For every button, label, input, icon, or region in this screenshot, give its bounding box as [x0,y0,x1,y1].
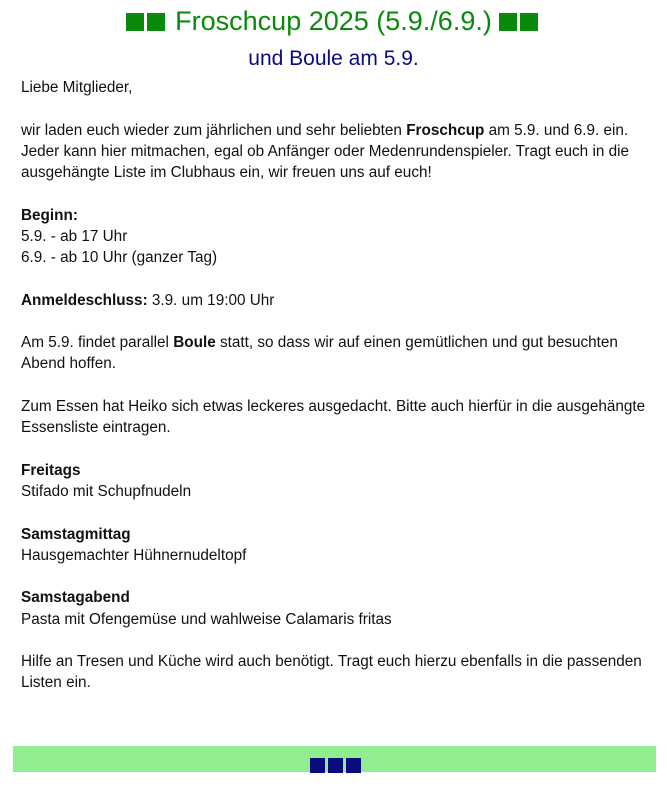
page-subtitle: und Boule am 5.9. [248,47,419,70]
start-day1: 5.9. - ab 17 Uhr [21,227,128,245]
page-title-text: Froschcup 2025 (5.9./6.9.) [175,6,492,36]
start-label: Beginn: [21,206,78,224]
footer-bar [13,746,656,772]
boule-paragraph: Am 5.9. findet parallel Boule statt, so dass wir auf einen gemütlichen und gut besuchten Abend hoffen. [21,334,618,373]
blue-squares-icon [310,758,361,772]
meal-saturday-lunch: Samstagmittag Hausgemachter Hühnernudeltopf [21,525,247,564]
start-times [21,205,651,269]
page-title [0,4,667,38]
registration-deadline: Anmeldeschluss: 3.9. um 19:00 Uhr [21,291,275,309]
meal-friday: Freitags Stifado mit Schupfnudeln [21,461,192,500]
announcement-body [21,77,651,715]
intro-paragraph: wir laden euch wieder zum jährlichen und sehr beliebten Froschcup am 5.9. und 6.9. ein. Jeder kann hier mitmachen, egal ob Anfänger oder Medenrundenspieler. Tragt euch in die ausgehängte Liste im Clubhaus ein, wir freuen uns auf euch! [21,121,630,181]
greeting: Liebe Mitglieder, [21,79,133,96]
meal-saturday-evening: Samstagabend Pasta mit Ofengemüse und wahlweise Calamaris fritas [21,589,392,628]
green-squares-icon-left [126,4,168,38]
start-day2: 6.9. - ab 10 Uhr (ganzer Tag) [21,249,218,266]
help-paragraph: Hilfe an Tresen und Küche wird auch benötigt. Tragt euch hierzu ebenfalls in die passenden Listen ein. [21,653,642,692]
green-squares-icon-right [499,4,541,38]
food-paragraph: Zum Essen hat Heiko sich etwas leckeres ausgedacht. Bitte auch hierfür in die ausgehängte Essensliste eintragen. [21,397,646,437]
